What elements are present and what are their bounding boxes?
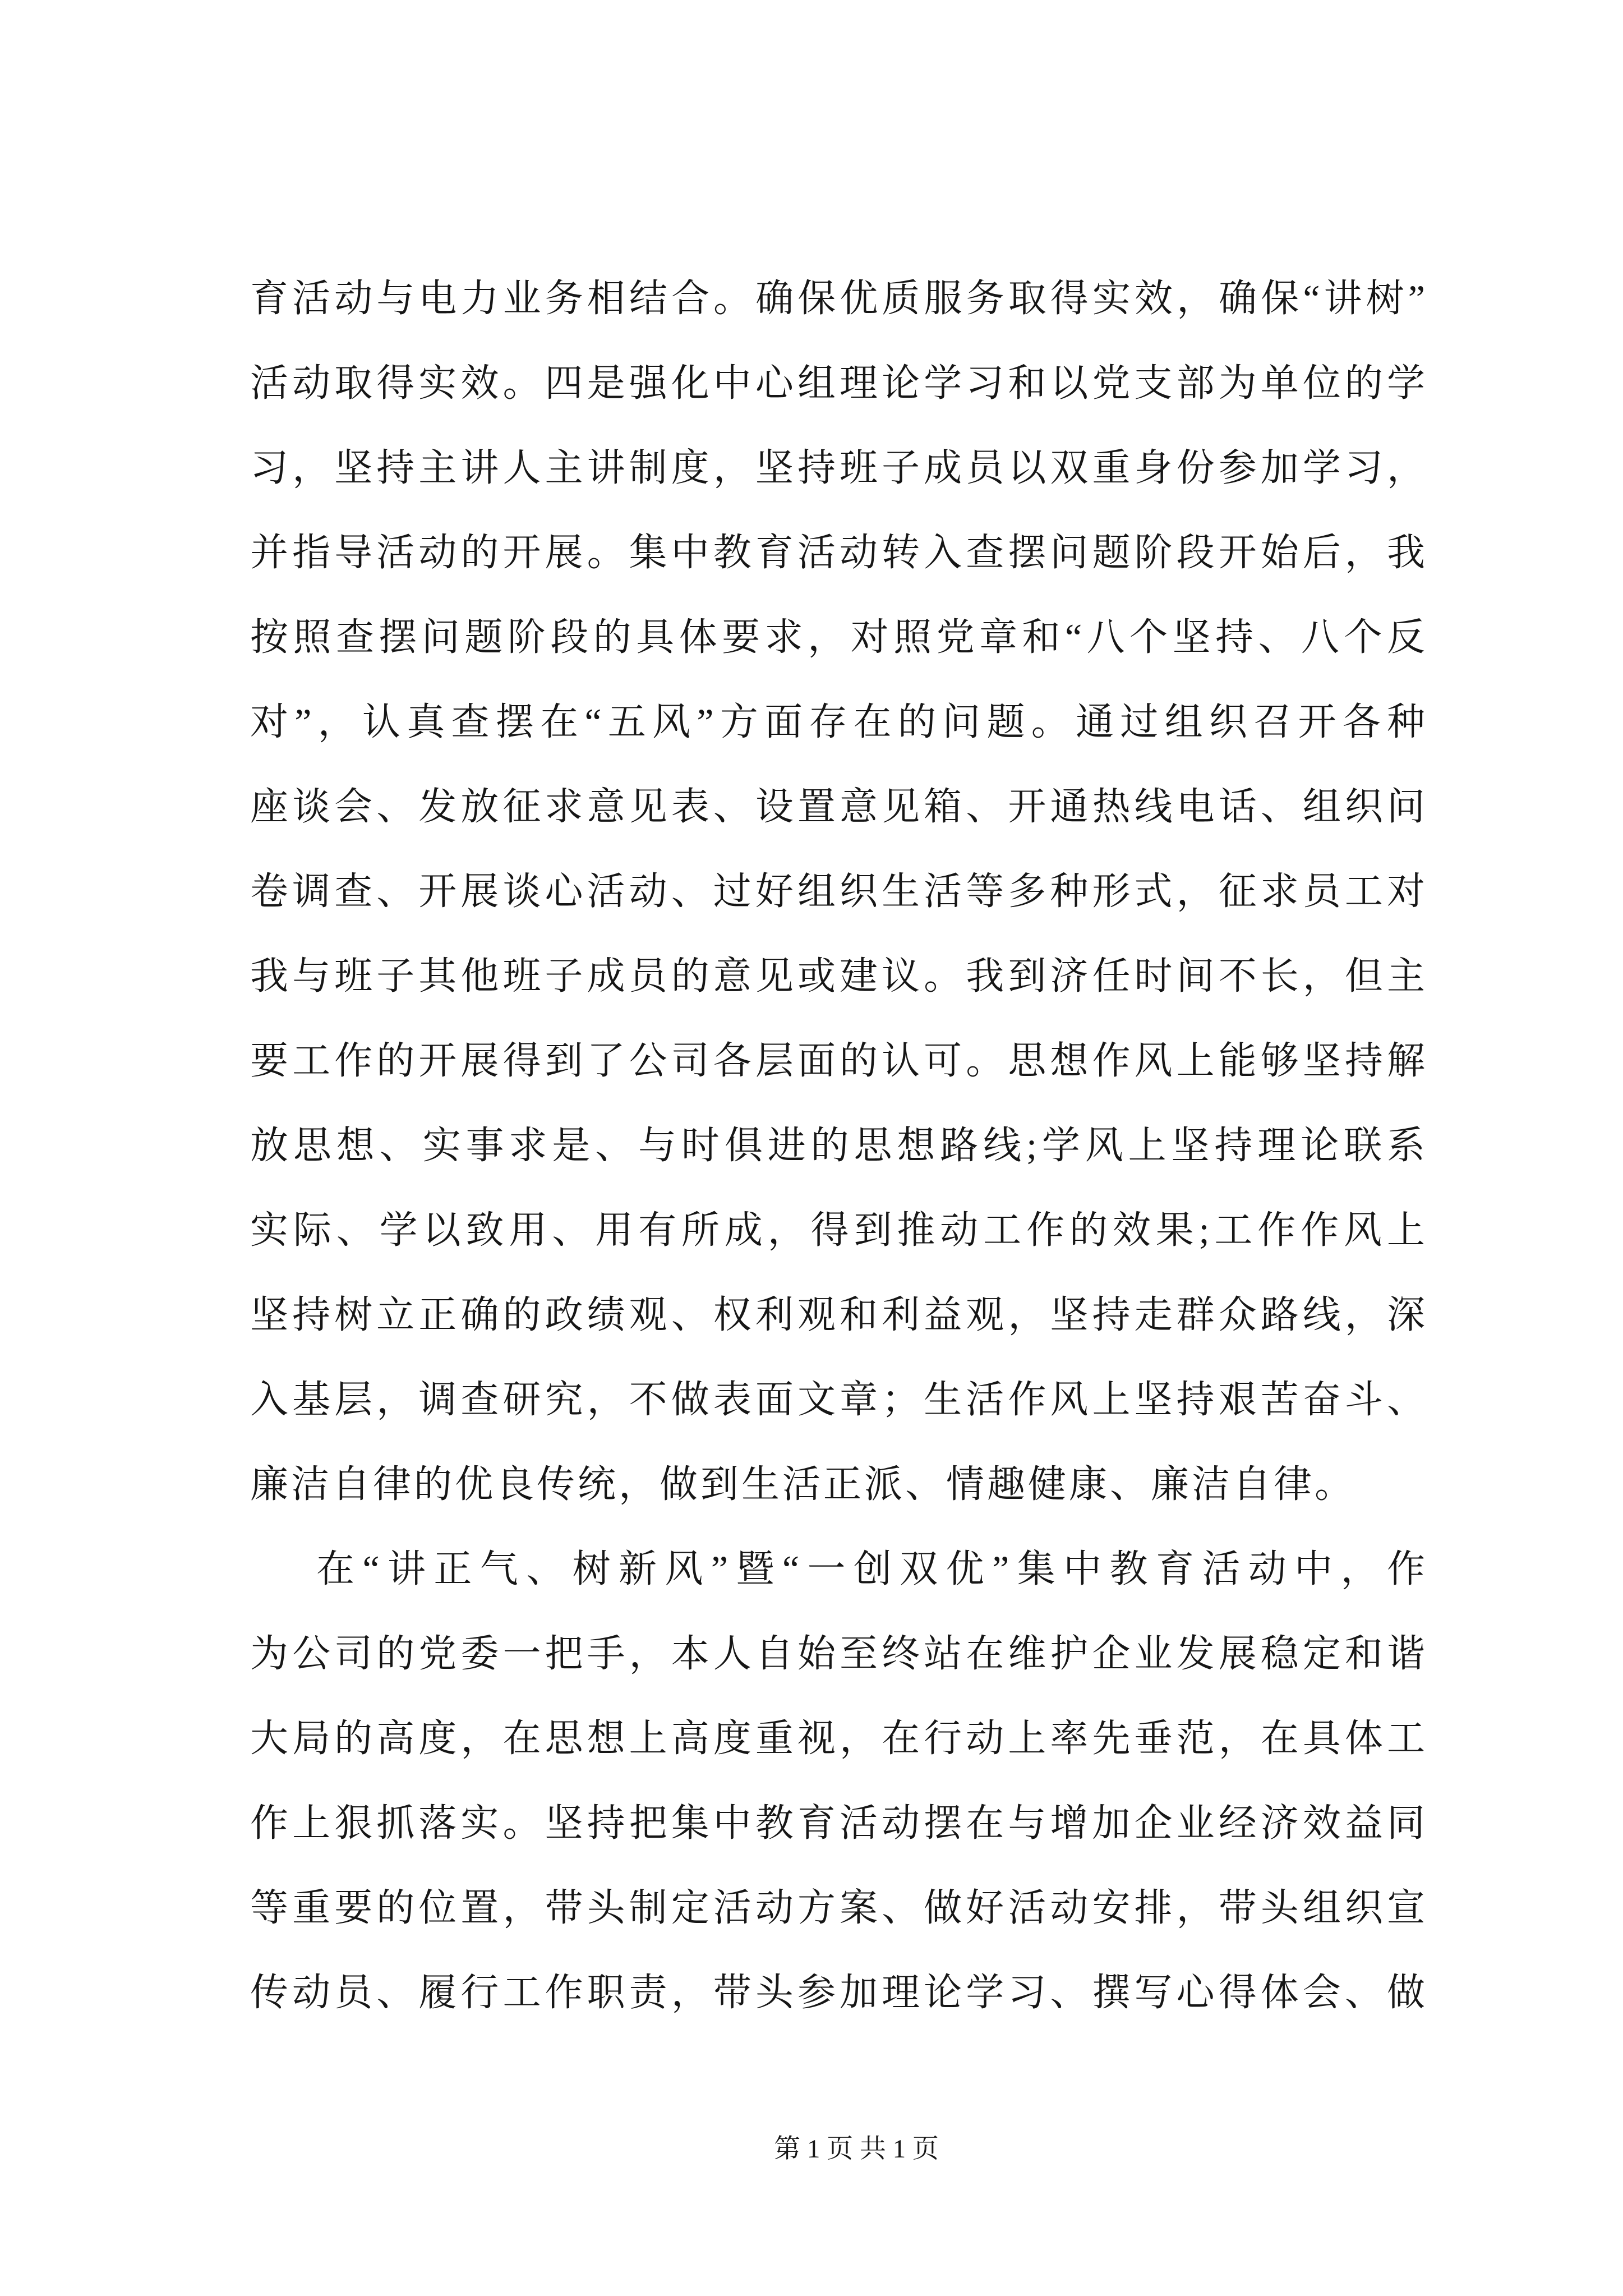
body-line: 对”，认真查摆在“五风”方面存在的问题。通过组织召开各种 <box>250 701 1428 743</box>
body-line: 育活动与电力业务相结合。确保优质服务取得实效，确保“讲树” <box>250 277 1428 320</box>
body-line: 座谈会、发放征求意见表、设置意见箱、开通热线电话、组织问 <box>250 785 1428 828</box>
body-line: 大局的高度，在思想上高度重视，在行动上率先垂范，在具体工 <box>250 1717 1428 1760</box>
body-line: 要工作的开展得到了公司各层面的认可。思想作风上能够坚持解 <box>250 1039 1428 1082</box>
body-line: 我与班子其他班子成员的意见或建议。我到济任时间不长，但主 <box>250 955 1428 997</box>
paragraph <box>250 256 1428 1527</box>
body-line: 廉洁自律的优良传统，做到生活正派、情趣健康、廉洁自律。 <box>250 1463 1356 1506</box>
body-line: 作上狠抓落实。坚持把集中教育活动摆在与增加企业经济效益同 <box>250 1802 1428 1844</box>
body-line: 入基层，调查研究，不做表面文章；生活作风上坚持艰苦奋斗、 <box>250 1378 1428 1421</box>
body-line: 卷调查、开展谈心活动、过好组织生活等多种形式，征求员工对 <box>250 870 1428 913</box>
body-line: 传动员、履行工作职责，带头参加理论学习、撰写心得体会、做 <box>250 1971 1428 2014</box>
body-line: 按照查摆问题阶段的具体要求，对照党章和“八个坚持、八个反 <box>250 616 1428 659</box>
body-line: 并指导活动的开展。集中教育活动转入查摆问题阶段开始后，我 <box>250 531 1428 574</box>
document-body <box>250 256 1428 2035</box>
body-line: 放思想、实事求是、与时俱进的思想路线;学风上坚持理论联系 <box>250 1124 1428 1167</box>
body-line: 习，坚持主讲人主讲制度，坚持班子成员以双重身份参加学习， <box>250 447 1428 489</box>
body-line: 实际、学以致用、用有所成，得到推动工作的效果;工作作风上 <box>250 1209 1428 1251</box>
body-line: 等重要的位置，带头制定活动方案、做好活动安排，带头组织宣 <box>250 1887 1428 1929</box>
body-line: 坚持树立正确的政绩观、权利观和利益观，坚持走群众路线，深 <box>250 1294 1428 1336</box>
body-line: 在“讲正气、树新风”暨“一创双优”集中教育活动中，作 <box>316 1548 1428 1590</box>
body-line: 活动取得实效。四是强化中心组理论学习和以党支部为单位的学 <box>250 362 1428 404</box>
page-footer: 第 1 页 共 1 页 <box>774 2134 939 2164</box>
body-line: 为公司的党委一把手，本人自始至终站在维护企业发展稳定和谐 <box>250 1632 1428 1675</box>
paragraph <box>250 1527 1428 2035</box>
